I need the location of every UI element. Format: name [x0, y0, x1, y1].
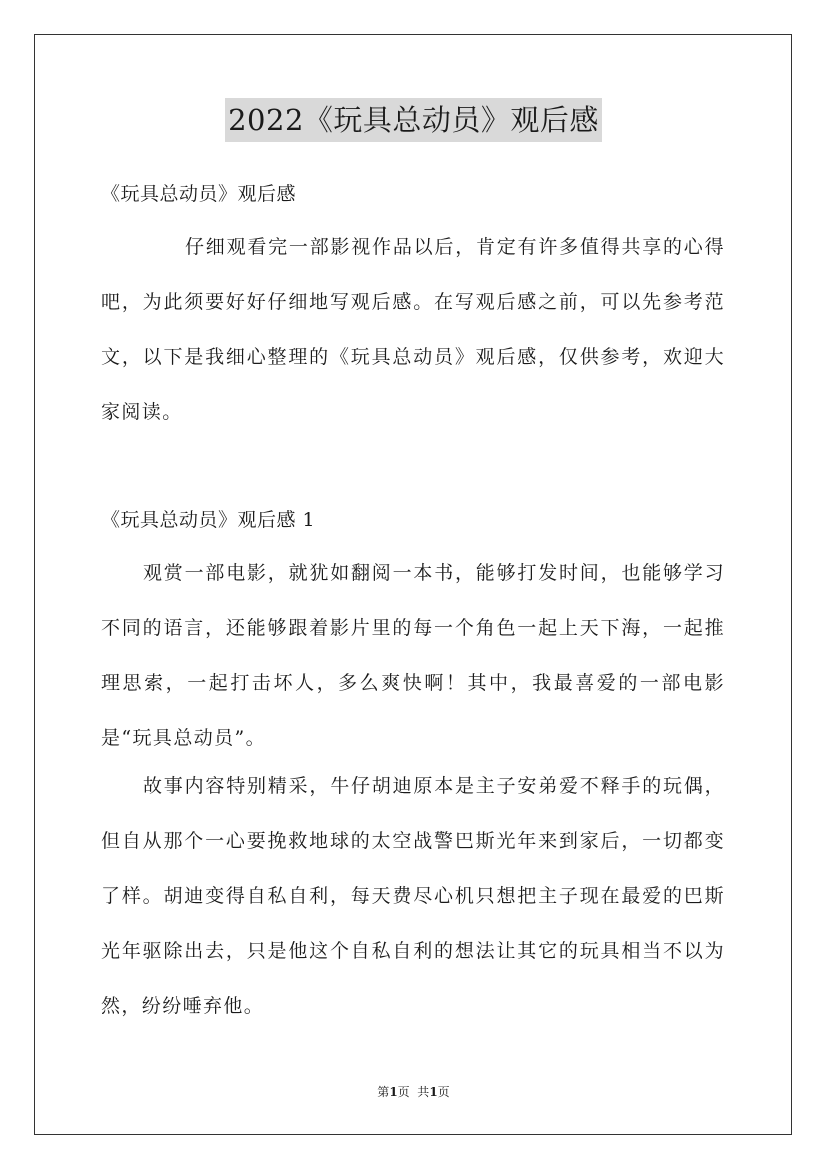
document-title: 2022《玩具总动员》观后感 [225, 98, 602, 142]
document-subtitle: 《玩具总动员》观后感 [101, 183, 297, 205]
footer-page-prefix: 第 [377, 1085, 390, 1099]
footer-page-total: 1 [429, 1085, 438, 1099]
body-paragraph-1: 观赏一部电影，就犹如翻阅一本书，能够打发时间，也能够学习不同的语言，还能够跟着影片里的每一个角色一起上天下海，一起推理思索，一起打击坏人，多么爽快啊！其中，我最喜爱的一部电影是“玩具总动员”。 [101, 562, 725, 749]
page-footer [0, 1083, 827, 1101]
intro-paragraph: 仔细观看完一部影视作品以后，肯定有许多值得共享的心得吧，为此须要好好仔细地写观后感。在写观后感之前，可以先参考范文，以下是我细心整理的《玩具总动员》观后感，仅供参考，欢迎大家阅读。 [101, 236, 725, 423]
title-container [0, 98, 827, 142]
footer-page-suffix: 页 [437, 1085, 450, 1099]
section-heading: 《玩具总动员》观后感 1 [101, 509, 316, 531]
body-paragraph-2: 故事内容特别精采，牛仔胡迪原本是主子安弟爱不释手的玩偶，但自从那个一心要挽救地球的太空战警巴斯光年来到家后，一切都变了样。胡迪变得自私自利，每天费尽心机只想把主子现在最爱的巴斯光年驱除出去，只是他这个自私自利的想法让其它的玩具相当不以为然，纷纷唾弃他。 [101, 775, 725, 1017]
footer-page-mid: 页 共 [397, 1085, 430, 1099]
footer-page-number: 1 [389, 1085, 398, 1099]
